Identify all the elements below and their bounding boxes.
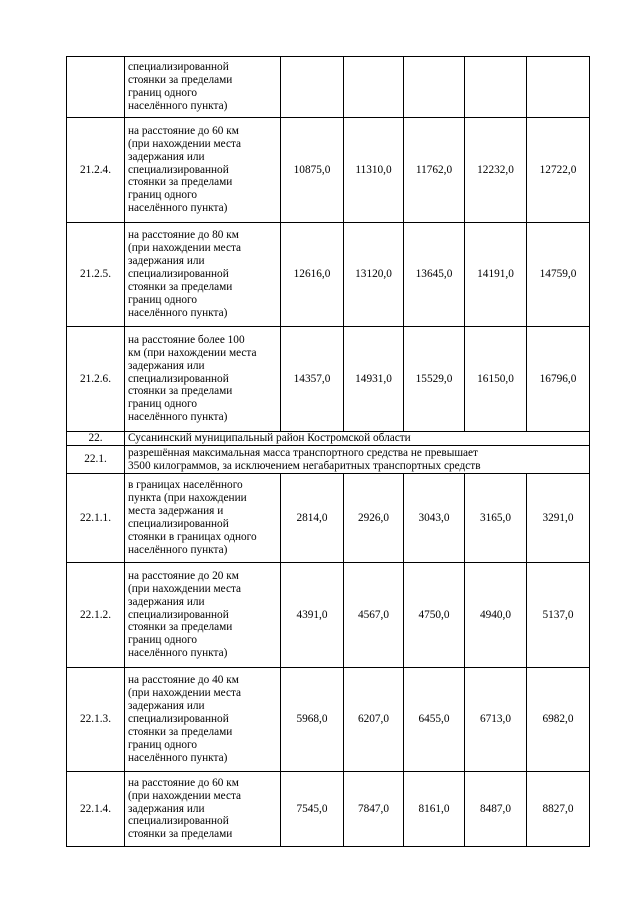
- table-row: [67, 668, 590, 772]
- price-cell: 5968,0: [281, 668, 344, 772]
- table-row: [67, 772, 590, 847]
- description-line: на расстояние до 60 км: [128, 124, 239, 137]
- price-cell: 14931,0: [344, 327, 404, 432]
- description-line: населённого пункта): [128, 99, 228, 112]
- description-line: стоянки за пределами: [128, 828, 233, 841]
- description-line: границ одного: [128, 738, 198, 751]
- price-cell: 16150,0: [465, 327, 527, 432]
- price-cell: 14759,0: [527, 223, 590, 327]
- description-line: задержания или: [128, 255, 205, 268]
- description-line: населённого пункта): [128, 751, 228, 764]
- price-cell: 12616,0: [281, 223, 344, 327]
- description-line: задержания или: [128, 150, 205, 163]
- description-line: стоянки за пределами: [128, 280, 233, 293]
- description-line: границ одного: [128, 634, 198, 647]
- description-line: (при нахождении места: [128, 687, 242, 700]
- description-line: на расстояние до 40 км: [128, 674, 239, 687]
- price-cell: 7545,0: [281, 772, 344, 847]
- price-cell: 13120,0: [344, 223, 404, 327]
- tariff-table-body: [67, 57, 590, 847]
- price-cell: 6455,0: [404, 668, 465, 772]
- price-cell: 4940,0: [465, 563, 527, 668]
- section-heading: [125, 432, 590, 446]
- description-line: границ одного: [128, 398, 198, 411]
- table-row: [67, 223, 590, 327]
- price-cell: 6982,0: [527, 668, 590, 772]
- price-cell: 2926,0: [344, 474, 404, 563]
- description-line: задержания или: [128, 595, 205, 608]
- row-description: [125, 327, 281, 432]
- description-line: специализированной: [128, 268, 229, 281]
- description-line: места задержания и: [128, 505, 224, 518]
- description-line: населённого пункта): [128, 543, 228, 556]
- price-cell: 15529,0: [404, 327, 465, 432]
- section-heading: [125, 446, 590, 474]
- price-cell: [344, 57, 404, 118]
- price-cell: 6713,0: [465, 668, 527, 772]
- price-cell: 3043,0: [404, 474, 465, 563]
- description-line: (при нахождении места: [128, 789, 242, 802]
- description-line: населённого пункта): [128, 411, 228, 424]
- row-code: 22.1.: [67, 446, 125, 474]
- section-heading-line: 3500 килограммов, за исключением негабаритных транспортных средств: [128, 459, 481, 472]
- description-line: специализированной: [128, 61, 229, 74]
- row-description: [125, 474, 281, 563]
- description-line: специализированной: [128, 372, 229, 385]
- description-line: (при нахождении места: [128, 137, 242, 150]
- table-row: [67, 327, 590, 432]
- row-code: 21.2.4.: [67, 118, 125, 223]
- description-line: (при нахождении места: [128, 242, 242, 255]
- price-cell: 6207,0: [344, 668, 404, 772]
- price-cell: 13645,0: [404, 223, 465, 327]
- description-line: населённого пункта): [128, 306, 228, 319]
- table-row: [67, 118, 590, 223]
- price-cell: 2814,0: [281, 474, 344, 563]
- price-cell: 7847,0: [344, 772, 404, 847]
- price-cell: 14357,0: [281, 327, 344, 432]
- row-description: [125, 118, 281, 223]
- price-cell: 11762,0: [404, 118, 465, 223]
- description-line: специализированной: [128, 163, 229, 176]
- description-line: специализированной: [128, 518, 229, 530]
- table-row: [67, 474, 590, 563]
- row-code: 22.1.4.: [67, 772, 125, 847]
- price-cell: [465, 57, 527, 118]
- description-line: пункта (при нахождении: [128, 492, 247, 505]
- description-line: стоянки за пределами: [128, 621, 233, 634]
- description-line: стоянки за пределами: [128, 176, 233, 189]
- table-row: [67, 446, 590, 474]
- description-line: на расстояние до 20 км: [128, 569, 239, 582]
- price-cell: 16796,0: [527, 327, 590, 432]
- description-line: на расстояние более 100: [128, 333, 245, 346]
- row-description: [125, 668, 281, 772]
- row-code: [67, 57, 125, 118]
- section-heading-line: разрешённая максимальная масса транспортного средства не превышает: [128, 446, 478, 459]
- row-code: 22.: [67, 432, 125, 446]
- description-line: задержания или: [128, 700, 205, 713]
- row-description: [125, 223, 281, 327]
- price-cell: 8827,0: [527, 772, 590, 847]
- price-cell: 4567,0: [344, 563, 404, 668]
- price-cell: [281, 57, 344, 118]
- price-cell: 4750,0: [404, 563, 465, 668]
- price-cell: 5137,0: [527, 563, 590, 668]
- table-row: [67, 57, 590, 118]
- table-row: [67, 432, 590, 446]
- description-line: населённого пункта): [128, 647, 228, 660]
- price-cell: 11310,0: [344, 118, 404, 223]
- price-cell: 10875,0: [281, 118, 344, 223]
- price-cell: 14191,0: [465, 223, 527, 327]
- description-line: границ одного: [128, 293, 198, 306]
- price-cell: 3165,0: [465, 474, 527, 563]
- row-code: 22.1.2.: [67, 563, 125, 668]
- price-cell: [527, 57, 590, 118]
- tariff-table: [66, 56, 590, 847]
- description-line: специализированной: [128, 608, 229, 621]
- description-line: стоянки в границах одного: [128, 530, 257, 543]
- row-code: 21.2.5.: [67, 223, 125, 327]
- row-code: 21.2.6.: [67, 327, 125, 432]
- description-line: на расстояние до 80 км: [128, 229, 239, 242]
- description-line: (при нахождении места: [128, 582, 242, 595]
- description-line: стоянки за пределами: [128, 385, 233, 398]
- description-line: на расстояние до 60 км: [128, 776, 239, 789]
- description-line: границ одного: [128, 189, 198, 202]
- price-cell: 4391,0: [281, 563, 344, 668]
- description-line: специализированной: [128, 815, 229, 828]
- description-line: стоянки за пределами: [128, 74, 233, 87]
- table-row: [67, 563, 590, 668]
- row-description: [125, 563, 281, 668]
- price-cell: 12722,0: [527, 118, 590, 223]
- description-line: задержания или: [128, 359, 205, 372]
- price-cell: 3291,0: [527, 474, 590, 563]
- row-description: [125, 772, 281, 847]
- description-line: задержания или: [128, 802, 205, 815]
- price-cell: 12232,0: [465, 118, 527, 223]
- price-cell: 8487,0: [465, 772, 527, 847]
- price-cell: [404, 57, 465, 118]
- row-code: 22.1.1.: [67, 474, 125, 563]
- description-line: км (при нахождении места: [128, 346, 257, 359]
- price-cell: 8161,0: [404, 772, 465, 847]
- section-heading-line: Сусанинский муниципальный район Костромской области: [128, 432, 411, 445]
- description-line: стоянки за пределами: [128, 725, 233, 738]
- description-line: населённого пункта): [128, 202, 228, 215]
- row-code: 22.1.3.: [67, 668, 125, 772]
- row-description: [125, 57, 281, 118]
- description-line: специализированной: [128, 713, 229, 726]
- description-line: границ одного: [128, 87, 198, 99]
- description-line: в границах населённого: [128, 479, 243, 492]
